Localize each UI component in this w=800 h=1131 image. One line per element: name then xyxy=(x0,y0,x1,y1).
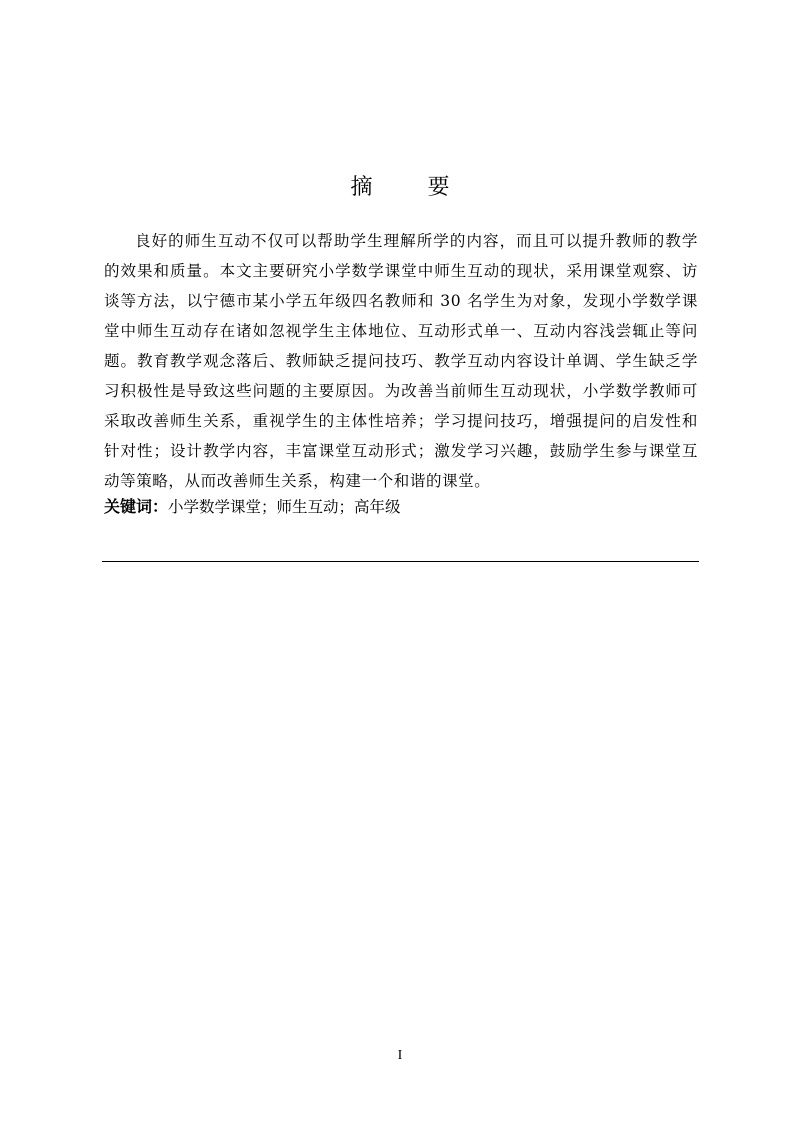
keywords-label: 关键词： xyxy=(104,497,169,516)
keywords-line xyxy=(104,494,698,520)
page-number: I xyxy=(397,1048,403,1063)
keywords-text: 小学数学课堂；师生互动；高年级 xyxy=(168,498,401,516)
section-divider xyxy=(102,561,699,562)
abstract-title: 摘 要 xyxy=(350,175,474,200)
abstract-body: 良好的师生互动不仅可以帮助学生理解所学的内容，而且可以提升教师的教学的效果和质量。本文主要研究小学数学课堂中师生互动的现状，采用课堂观察、访谈等方法，以宁德市某小学五年级四名教师和 30 名学生为对象，发现小学数学课堂中师生互动存在诸如忽视学生主体地位、互动形式单一、互动内容浅尝辄止等问题。教育教学观念落后、教师缺乏提问技巧、教学互动内容设计单调、学生缺乏学习积极性是导致这些问题的主要原因。为改善当前师生互动现状，小学数学教师可采取改善师生关系，重视学生的主体性培养；学习提问技巧，增强提问的启发性和针对性；设计教学内容，丰富课堂互动形式；激发学习兴趣，鼓励学生参与课堂互动等策略，从而改善师生关系，构建一个和谐的课堂。 xyxy=(104,232,698,490)
